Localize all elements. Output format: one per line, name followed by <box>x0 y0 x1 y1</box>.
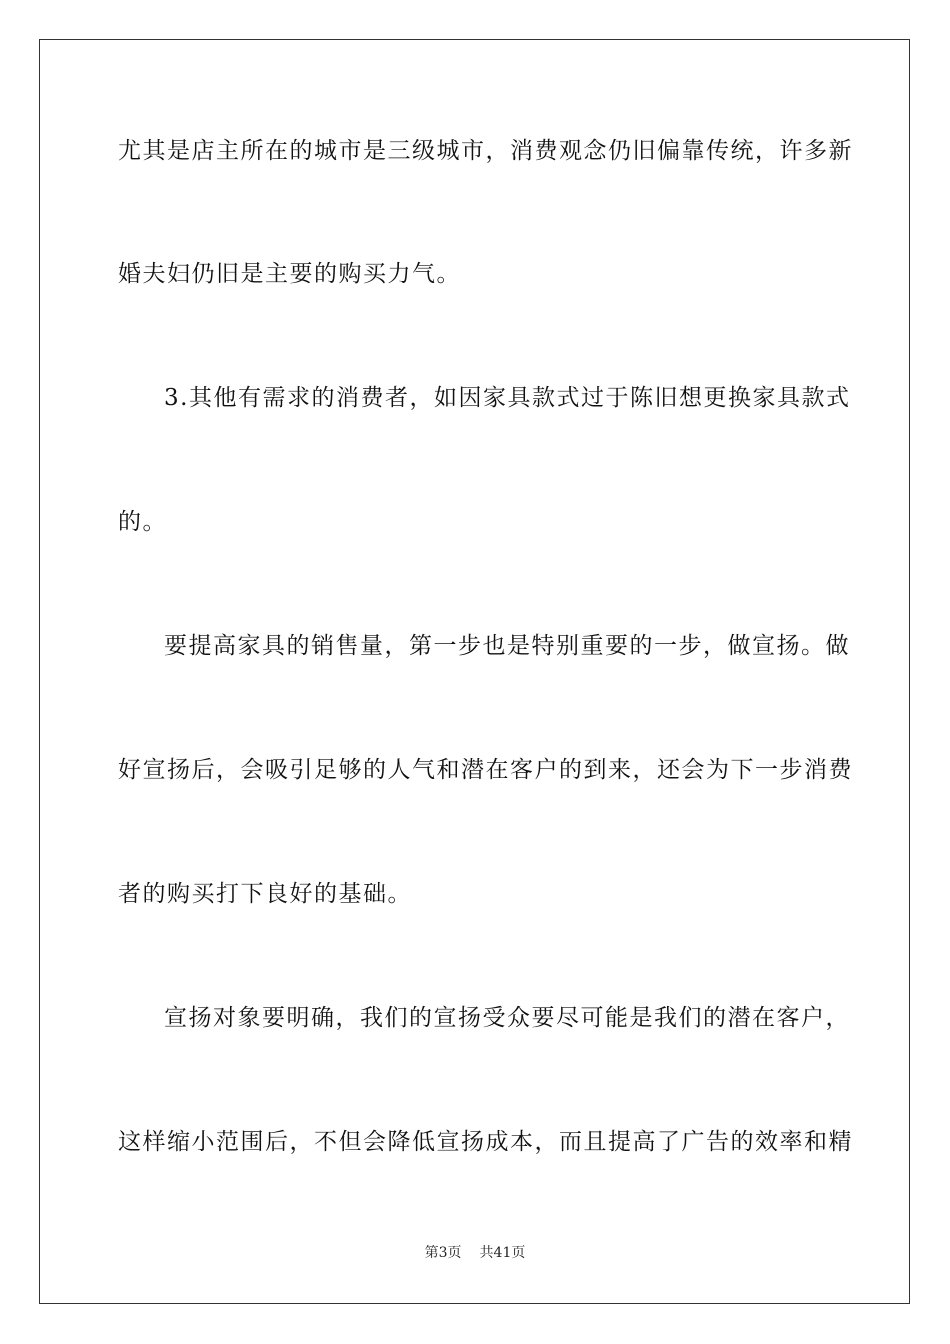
body-line: 婚夫妇仍旧是主要的购买力气。 <box>118 261 461 287</box>
body-line: 的。 <box>118 509 167 535</box>
body-line: 3.其他有需求的消费者，如因家具款式过于陈旧想更换家具款式 <box>164 385 851 411</box>
page-frame <box>39 39 910 1304</box>
page-footer <box>0 1244 950 1262</box>
body-line: 者的购买打下良好的基础。 <box>118 881 412 907</box>
page-total: 共41页 <box>479 1245 526 1261</box>
body-line: 要提高家具的销售量，第一步也是特别重要的一步，做宣扬。做 <box>164 633 850 659</box>
body-line: 尤其是店主所在的城市是三级城市，消费观念仍旧偏靠传统，许多新 <box>118 138 853 164</box>
page-number: 第3页 <box>424 1245 462 1261</box>
body-line: 这样缩小范围后，不但会降低宣扬成本，而且提高了广告的效率和精 <box>118 1129 853 1155</box>
body-line: 宣扬对象要明确，我们的宣扬受众要尽可能是我们的潜在客户， <box>164 1005 850 1031</box>
body-line: 好宣扬后，会吸引足够的人气和潜在客户的到来，还会为下一步消费 <box>118 757 853 783</box>
